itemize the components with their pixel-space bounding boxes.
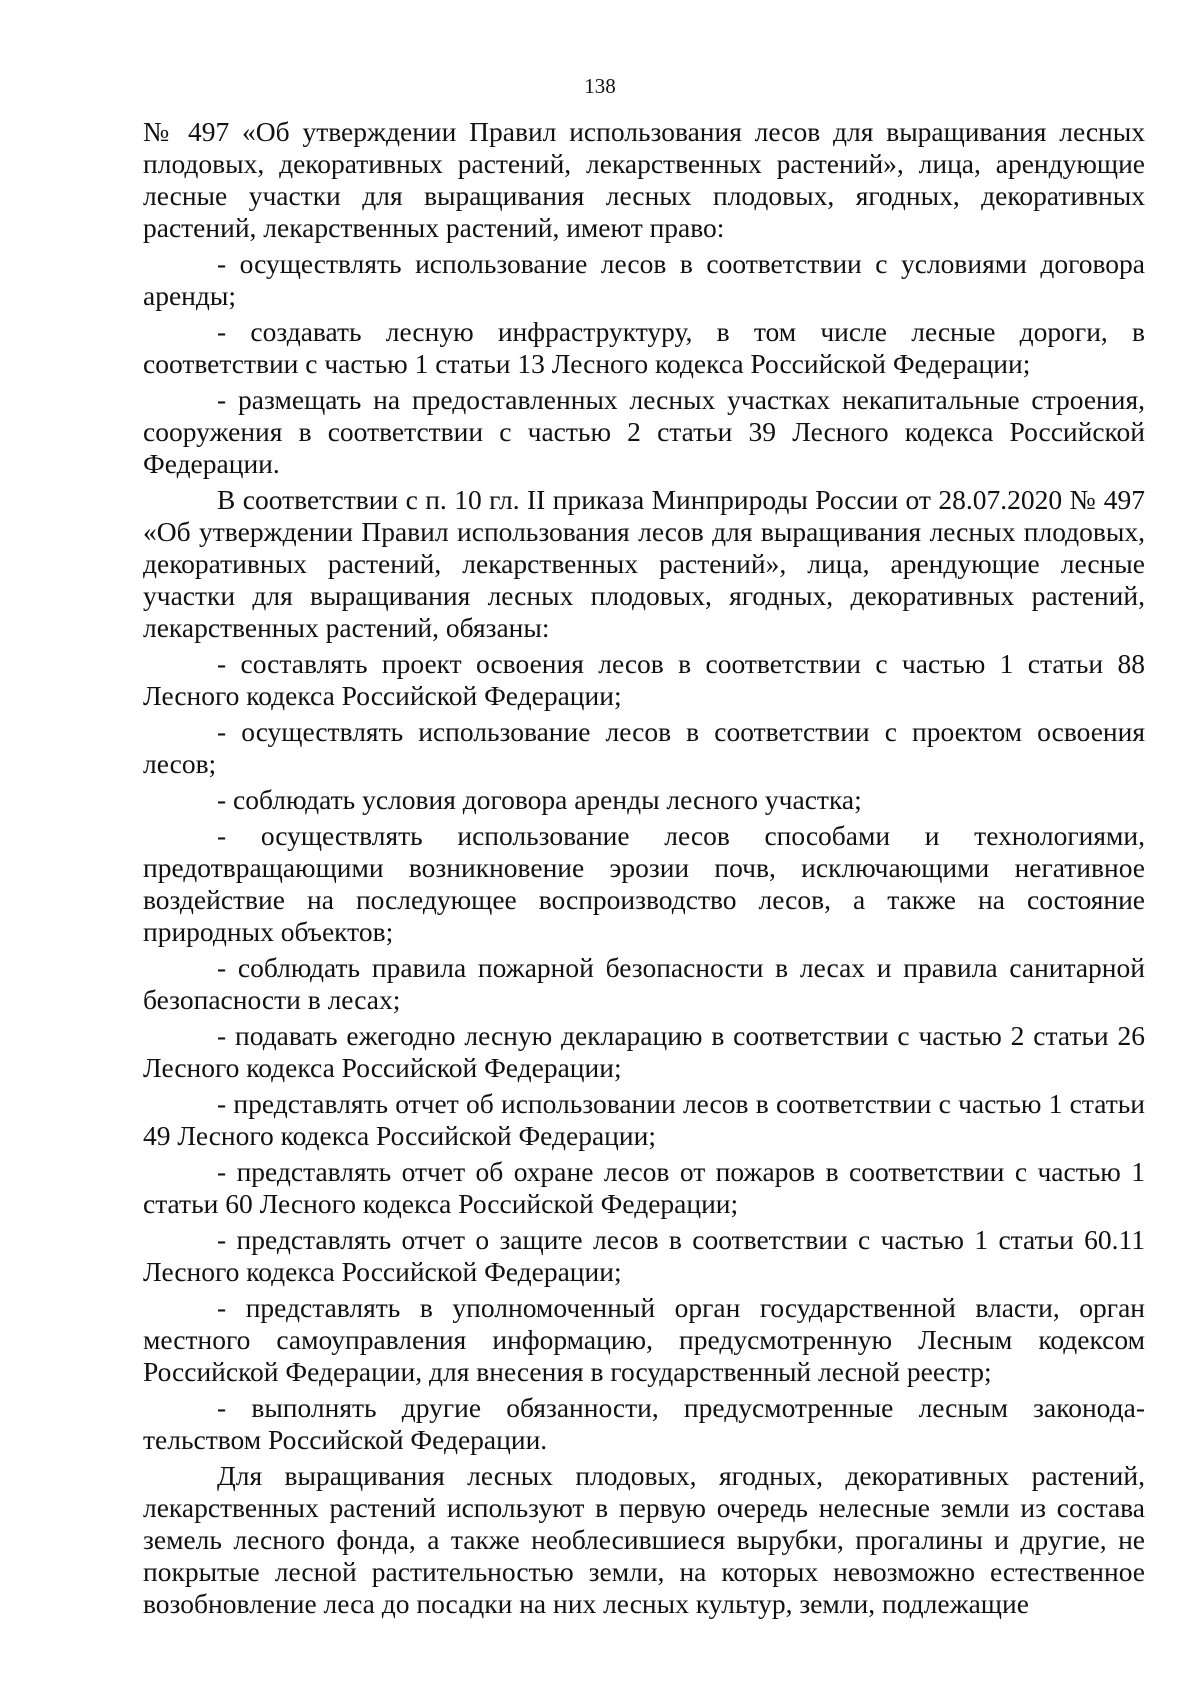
list-item: - составлять проект освоения лесов в соответствии с частью 1 статьи 88 Лесного кодекса Российской Федерации; <box>143 648 1145 711</box>
list-item: - соблюдать правила пожарной безопасности в лесах и правила санитарной безопасности в лесах; <box>143 952 1145 1015</box>
document-body <box>143 116 1145 1620</box>
list-item: - подавать ежегодно лесную декларацию в соответствии с частью 2 статьи 26 Лесного кодекса Российской Федерации; <box>143 1020 1145 1083</box>
list-item: - осуществлять использование лесов способами и технологиями, предотвращающими возникновение эрозии почв, исключающими негативное воздействие на последующее воспроизводство лесов, а также на состояние природных объектов; <box>143 820 1145 947</box>
paragraph-continuation: № 497 «Об утверждении Правил использования лесов для выращивания лесных плодовых, декоративных растений, лекарственных растений», лица, арендующие лесные участки для выращивания лесных плодовых, ягодных, декоративных растений, лекарственных растений, имеют право: <box>143 116 1145 243</box>
list-item: - соблюдать условия договора аренды лесного участка; <box>217 784 862 815</box>
list-item: - представлять отчет о защите лесов в соответствии с частью 1 статьи 60.11 Лесного кодекса Российской Федерации; <box>143 1224 1145 1287</box>
list-item: - выполнять другие обязанности, предусмотренные лесным законода-тельством Российской Федерации. <box>143 1392 1145 1455</box>
list-item: - представлять отчет об охране лесов от пожаров в соответствии с частью 1 статьи 60 Лесного кодекса Российской Федерации; <box>143 1156 1145 1219</box>
list-item: - представлять отчет об использовании лесов в соответствии с частью 1 статьи 49 Лесного кодекса Российской Федерации; <box>143 1088 1145 1151</box>
list-item: - размещать на предоставленных лесных участках некапитальные строения, сооружения в соответствии с частью 2 статьи 39 Лесного кодекса Российской Федерации. <box>143 384 1145 479</box>
list-item: - представлять в уполномоченный орган государственной власти, орган местного самоуправления информацию, предусмотренную Лесным кодексом Российской Федерации, для внесения в государственный лесной реестр; <box>143 1292 1145 1387</box>
list-item: - осуществлять использование лесов в соответствии с проектом освоения лесов; <box>143 716 1145 779</box>
paragraph: Для выращивания лесных плодовых, ягодных, декоративных растений, лекарственных растений используют в первую очередь нелесные земли из состава земель лесного фонда, а также необлесившиеся вырубки, прогалины и другие, не покрытые лесной растительностью земли, на которых невозможно естественное возобновление леса до посадки на них лесных культур, земли, подлежащие <box>143 1460 1145 1619</box>
paragraph: В соответствии с п. 10 гл. II приказа Минприроды России от 28.07.2020 № 497 «Об утверждении Правил использования лесов для выращивания лесных плодовых, декоративных растений, лекарственных растений», лица, арендующие лесные участки для выращивания лесных плодовых, ягодных, декоративных растений, лекарственных растений, обязаны: <box>143 484 1145 643</box>
page-number: 138 <box>584 74 616 98</box>
list-item: - осуществлять использование лесов в соответствии с условиями договора аренды; <box>143 248 1145 311</box>
list-item: - создавать лесную инфраструктуру, в том числе лесные дороги, в соответствии с частью 1 статьи 13 Лесного кодекса Российской Федерации; <box>143 316 1145 379</box>
